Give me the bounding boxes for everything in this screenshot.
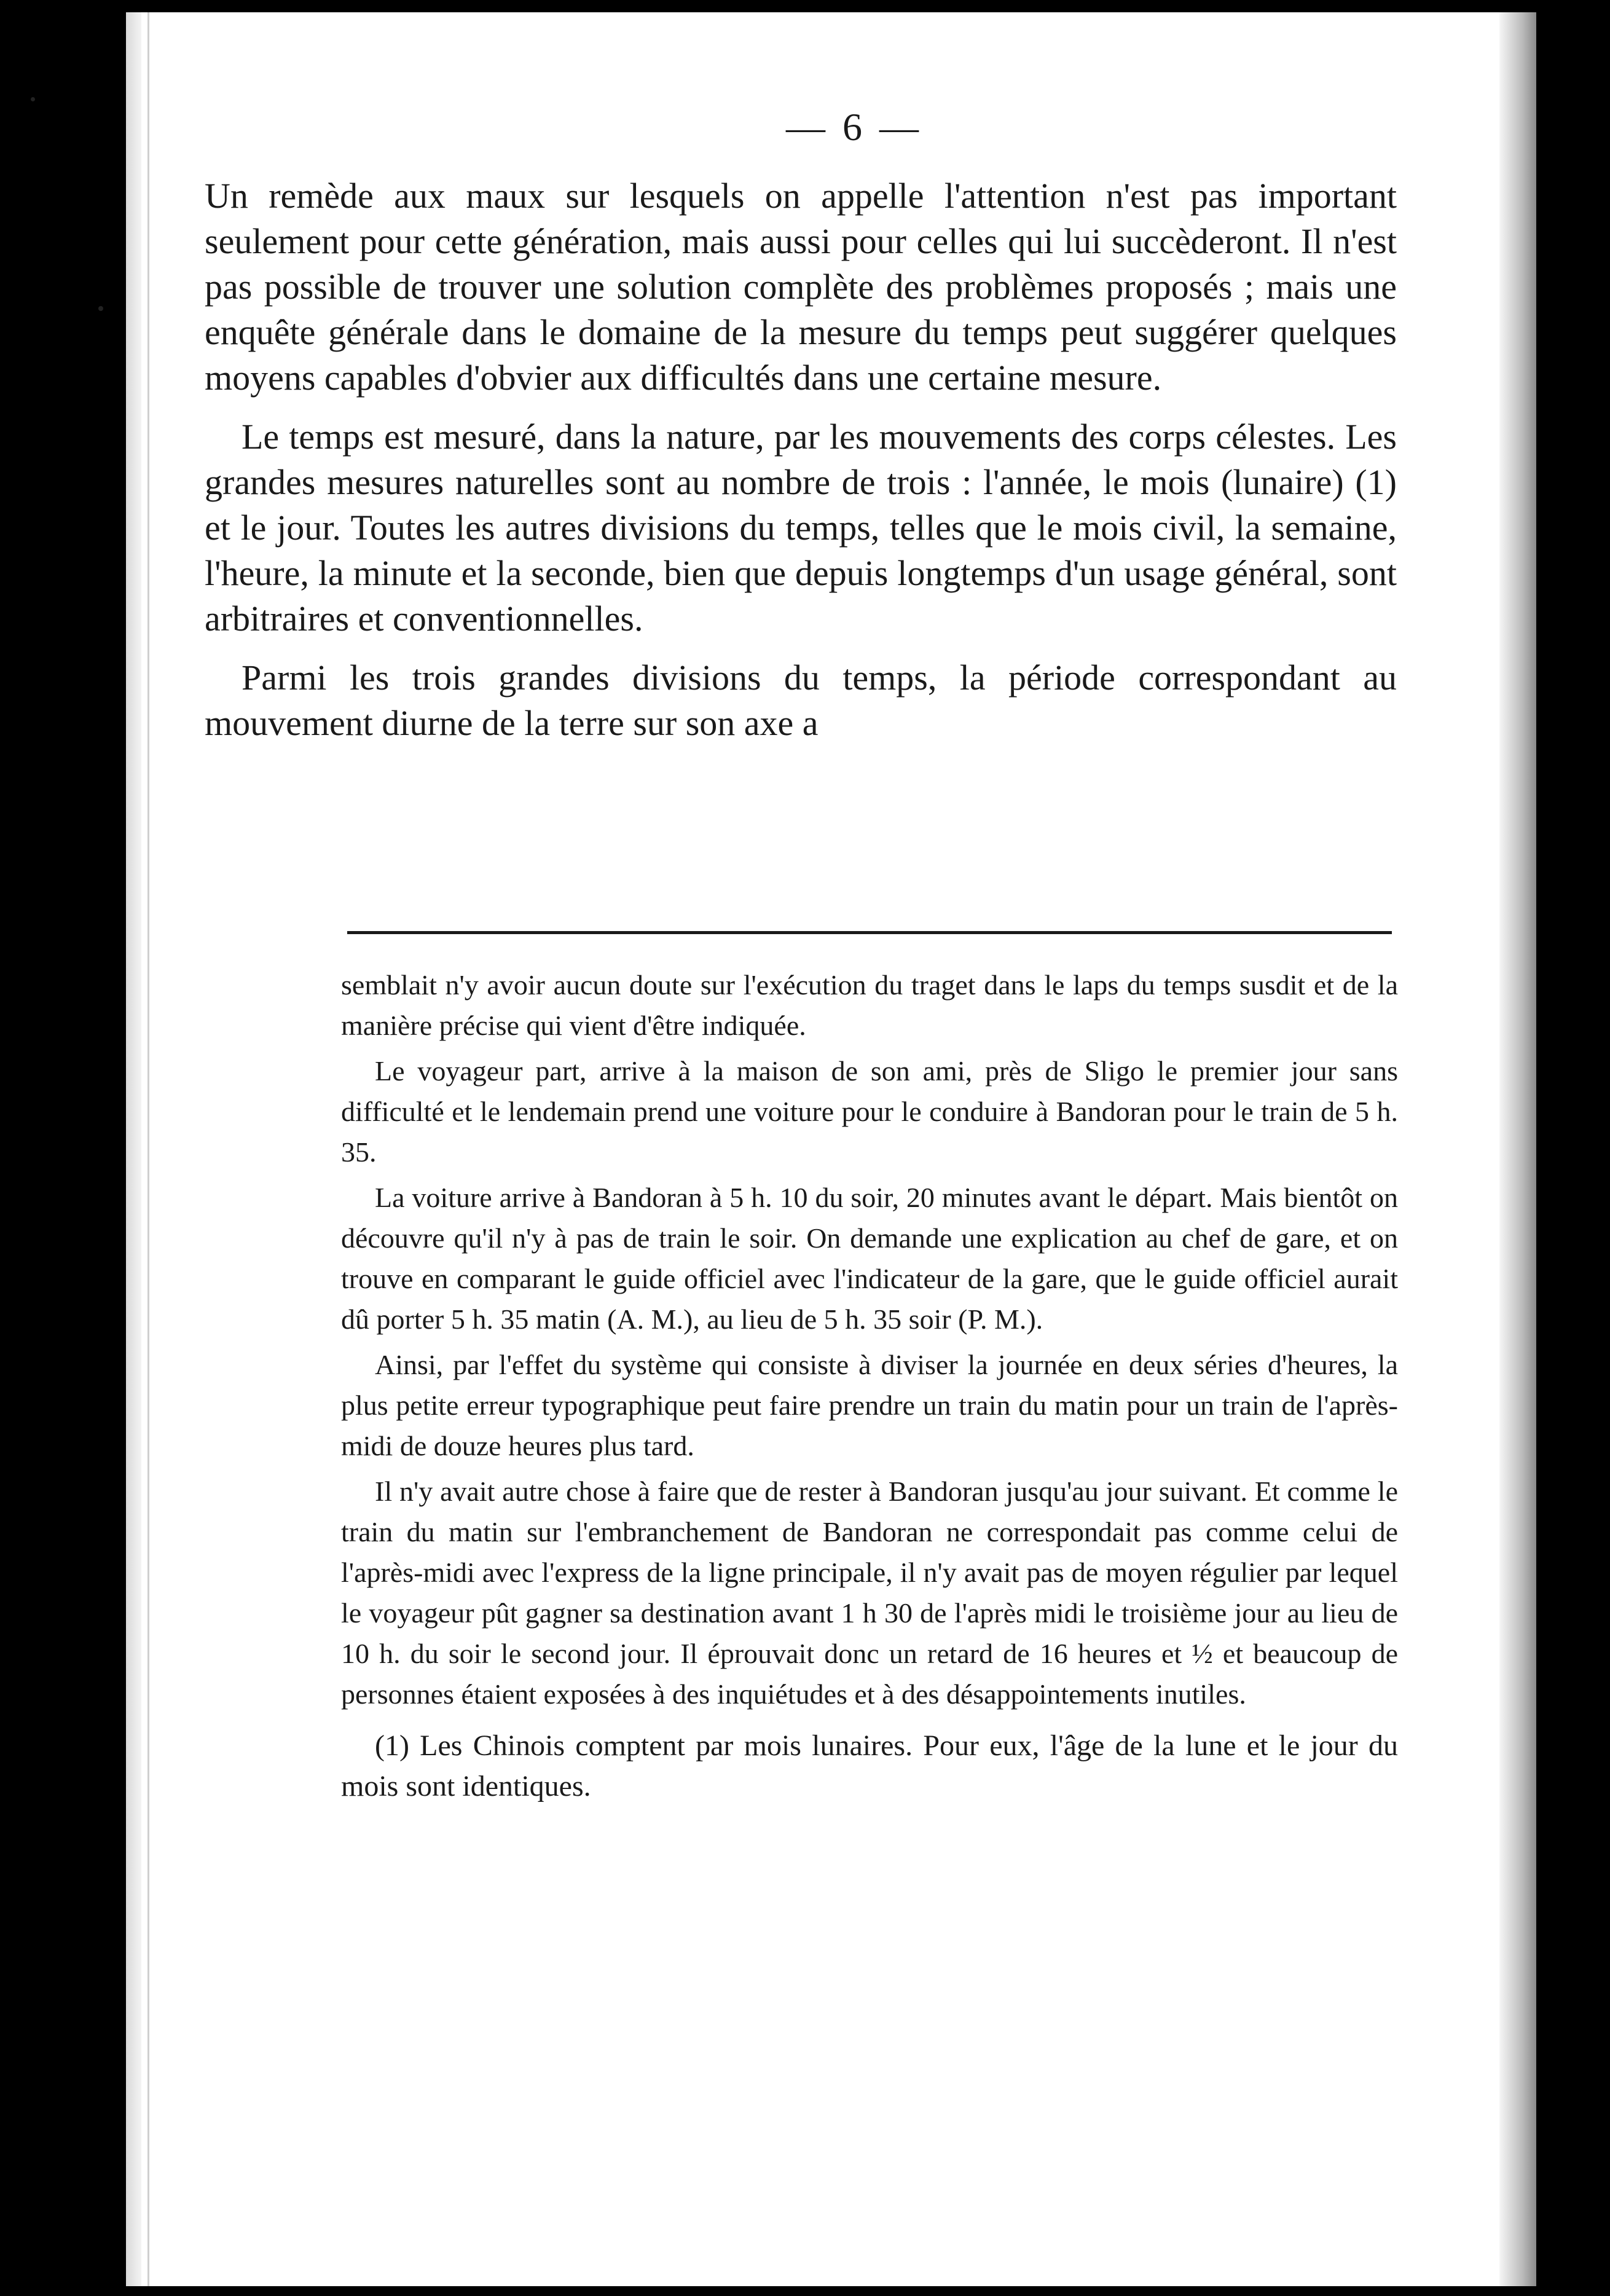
note-paragraph-continuation: semblait n'y avoir aucun doute sur l'exécution du traget dans le laps du temps susdit et de la manière précise qui vient d'être indiquée. — [341, 969, 1398, 1041]
continued-note-text — [341, 965, 1398, 1812]
paragraph-remede: Un remède aux maux sur lesquels on appelle l'attention n'est pas important seulement pour cette génération, mais aussi pour celles qui lui succèderont. Il n'est pas possible de trouver une solution complète des problèmes proposés ; mais une enquête générale dans le domaine de la mesure du temps peut suggérer quelques moyens capables d'obvier aux difficultés dans une certaine mesure. — [205, 176, 1397, 398]
note-paragraph-voyageur: Le voyageur part, arrive à la maison de son ami, près de Sligo le premier jour sans difficulté et le lendemain prend une voiture pour le conduire à Bandoran pour le train de 5 h. 35. — [341, 1055, 1398, 1168]
page-number: — 6 — — [786, 105, 922, 149]
paragraph-divisions-temps: Parmi les trois grandes divisions du temps, la période correspondant au mouvement diurne de la terre sur son axe a — [205, 658, 1397, 743]
note-paragraph-voiture: La voiture arrive à Bandoran à 5 h. 10 du soir, 20 minutes avant le départ. Mais bientôt on découvre qu'il n'y à pas de train le soir. On demande une explication au chef de gare, et on trouve en comparant le guide officiel avec l'indicateur de la gare, que le guide officiel aurait dû porter 5 h. 35 matin (A. M.), au lieu de 5 h. 35 soir (P. M.). — [341, 1182, 1398, 1335]
main-text — [205, 173, 1397, 760]
scan-speck — [31, 97, 35, 101]
note-paragraph-retard: Il n'y avait autre chose à faire que de rester à Bandoran jusqu'au jour suivant. Et comme le train du matin sur l'embranchement de Bandoran ne correspondait pas comme celui de l'après-midi avec l'express de la ligne principale, il n'y avait pas de moyen régulier par lequel le voyageur pût gagner sa destination avant 1 h 30 de l'après midi le troisième jour au lieu de 10 h. du soir le second jour. Il éprouvait donc un retard de 16 heures et ½ et beaucoup de personnes étaient exposées à des inquiétudes et à des désappointements inutiles. — [341, 1476, 1398, 1710]
scan-speck — [98, 306, 103, 311]
page-edge-right — [1499, 12, 1536, 2286]
page-fold-line — [147, 12, 149, 2286]
paragraph-temps-mesure: Le temps est mesuré, dans la nature, par les mouvements des corps célestes. Les grandes mesures naturelles sont au nombre de trois : l'année, le mois (lunaire) (1) et le jour. Toutes les autres divisions du temps, telles que le mois civil, la semaine, l'heure, la minute et la seconde, bien que depuis longtemps d'un usage général, sont arbitraires et conventionnelles. — [205, 417, 1397, 639]
page-edge-left — [126, 12, 141, 2286]
footnote-chinois: (1) Les Chinois comptent par mois lunaires. Pour eux, l'âge de la lune et le jour du mois sont identiques. — [341, 1729, 1398, 1803]
footnote-separator-rule — [347, 931, 1392, 934]
note-paragraph-systeme: Ainsi, par l'effet du système qui consiste à diviser la journée en deux séries d'heures, la plus petite erreur typographique peut faire prendre un train du matin pour un train de l'après-midi de douze heures plus tard. — [341, 1349, 1398, 1461]
